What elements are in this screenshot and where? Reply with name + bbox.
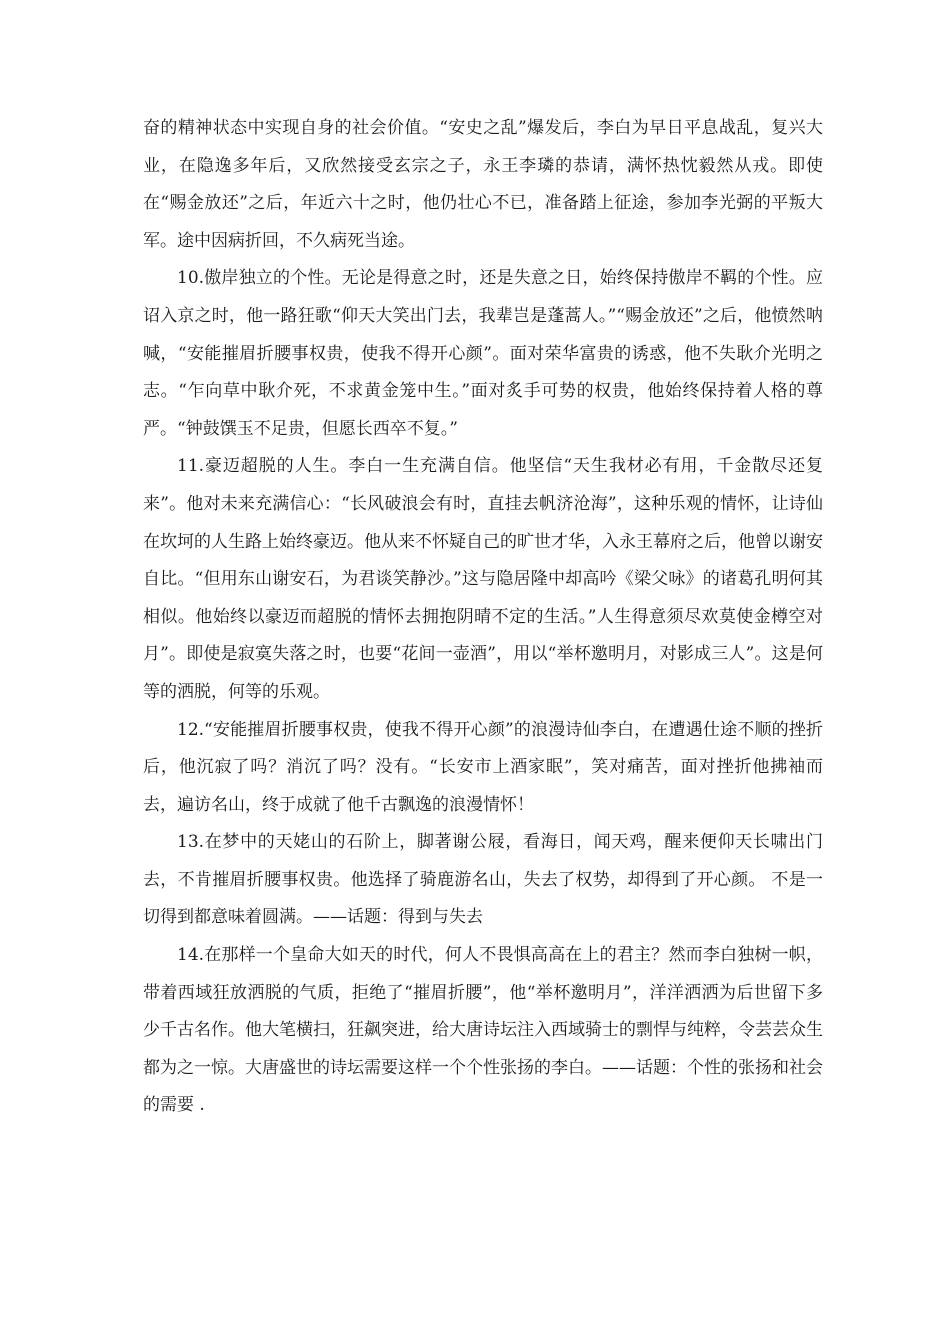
paragraph-continuation: 奋的精神状态中实现自身的社会价值。“安史之乱”爆发后，李白为早日平息战乱，复兴大业，在隐逸多年后，又欣然接受玄宗之子，永王李璘的恭请，满怀热忱毅然从戎。即使在“赐金放还”之后，年近六十之时，他仍壮心不已，准备踏上征途，参加李光弼的平叛大军。途中因病折回，不久病死当途。 — [143, 118, 823, 251]
paragraph-10-arrogant-personality: 10.傲岸独立的个性。无论是得意之时，还是失意之日，始终保持傲岸不羁的个性。应诏入京之时，他一路狂歌“仰天大笑出门去，我辈岂是蓬蒿人。”“赐金放还”之后，他愤然呐喊，“安能摧眉折腰事权贵，使我不得开心颜”。面对荣华富贵的诱惑，他不失耿介光明之志。“乍向草中耿介死，不求黄金笼中生。”面对炙手可势的权贵，他始终保持着人格的尊严。“钟鼓馔玉不足贵，但愿长西卒不复。” — [143, 268, 823, 439]
paragraph-14-era-and-individuality: 14.在那样一个皇命大如天的时代，何人不畏惧高高在上的君主？然而李白独树一帜，带着西域狂放洒脱的气质，拒绝了“摧眉折腰”，他“举杯邀明月”，洋洋洒洒为后世留下多少千古名作。他大笔横扫，狂飙突进，给大唐诗坛注入西域骑士的剽悍与纯粹，令芸芸众生都为之一惊。大唐盛世的诗坛需要这样一个个性张扬的李白。——话题：个性的张扬和社会的需要 . — [143, 945, 823, 1116]
document-body — [143, 110, 823, 1125]
paragraph-12-romantic-poet: 12.“安能摧眉折腰事权贵，使我不得开心颜”的浪漫诗仙李白，在遭遇仕途不顺的挫折后，他沉寂了吗？消沉了吗？没有。“长安市上酒家眠”，笑对痛苦，面对挫折他拂袖而去，遍访名山，终于成就了他千古飘逸的浪漫情怀！ — [143, 719, 823, 815]
paragraph-11-bold-life: 11.豪迈超脱的人生。李白一生充满自信。他坚信“天生我材必有用，千金散尽还复来”。他对未来充满信心：“长风破浪会有时，直挂去帆济沧海”，这种乐观的情怀，让诗仙在坎坷的人生路上始终豪迈。他从来不怀疑自己的旷世才华，入永王幕府之后，他曾以谢安自比。“但用东山谢安石，为君谈笑静沙。”这与隐居隆中却高吟《梁父咏》的诸葛孔明何其相似。他始终以豪迈而超脱的情怀去拥抱阴晴不定的生活。”人生得意须尽欢莫使金樽空对月”。即使是寂寞失落之时，也要“花间一壶酒”，用以“举杯邀明月，对影成三人”。这是何等的洒脱，何等的乐观。 — [143, 456, 823, 702]
paragraph-13-dream-tianmu: 13.在梦中的天姥山的石阶上，脚著谢公屐，看海日，闻天鸡，醒来便仰天长啸出门去，不肯摧眉折腰事权贵。他选择了骑鹿游名山，失去了权势，却得到了开心颜。 不是一切得到都意味着圆满。——话题：得到与失去 — [143, 832, 823, 928]
